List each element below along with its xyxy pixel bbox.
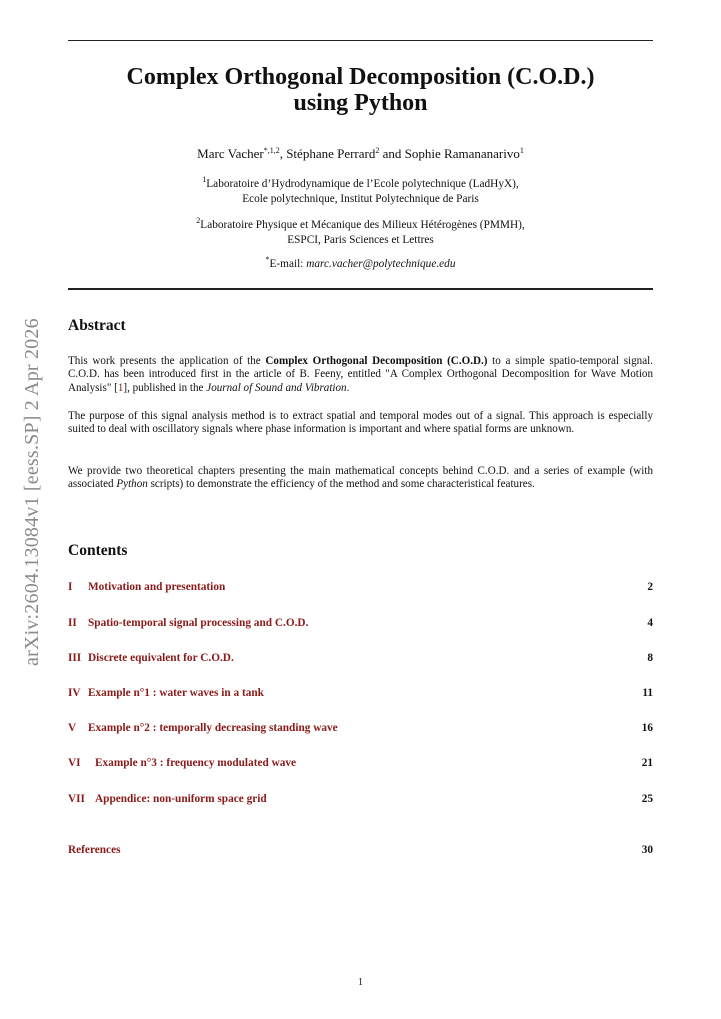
- toc-entry[interactable]: [68, 652, 653, 668]
- journal-name: Journal of Sound and Vibration: [206, 381, 347, 394]
- toc-page[interactable]: 4: [647, 617, 653, 629]
- affil-mark: 1: [202, 175, 207, 184]
- text-run: ], published in the: [123, 381, 207, 394]
- italic-term: Python: [116, 478, 148, 491]
- email-mark: *: [265, 255, 270, 264]
- toc-entry[interactable]: [68, 722, 653, 738]
- toc-page[interactable]: 11: [642, 687, 653, 699]
- email-address[interactable]: marc.vacher@polytechnique.edu: [306, 258, 456, 270]
- toc-title[interactable]: Example n°2 : temporally decreasing standing wave: [88, 722, 338, 734]
- toc-number: VII: [68, 793, 85, 805]
- author-name: Sophie Ramananarivo: [404, 146, 520, 161]
- toc-page[interactable]: 8: [647, 652, 653, 664]
- toc-title[interactable]: Example n°1 : water waves in a tank: [88, 687, 264, 699]
- page-number: 1: [358, 977, 363, 988]
- affil-line: ESPCI, Paris Sciences et Lettres: [287, 234, 434, 246]
- abstract-paragraph-1: [68, 355, 653, 395]
- toc-title[interactable]: Motivation and presentation: [88, 581, 226, 593]
- toc-number: II: [68, 617, 77, 629]
- text-run: We provide two theoretical chapters presenting the main mathematical concepts behind C.O.D. and a series of example (with associated: [68, 465, 653, 491]
- abstract-heading: Abstract: [68, 317, 126, 334]
- abstract-paragraph-3: [68, 465, 653, 492]
- text-run: to a simple spatio-temporal signal. C.O.D. has been introduced first in the article of B. Feeny, entitled "A Complex Orthogonal Decomposition for Wave Motion Analysis" [: [68, 355, 653, 394]
- bold-term: Complex Orthogonal Decomposition (C.O.D.): [265, 355, 488, 367]
- toc-page[interactable]: 25: [641, 793, 653, 805]
- toc-entry[interactable]: [68, 581, 653, 597]
- email-label: E-mail:: [269, 258, 307, 270]
- toc-page[interactable]: 16: [641, 722, 653, 734]
- affiliation-1: [68, 177, 653, 207]
- author-name: Stéphane Perrard: [286, 146, 376, 161]
- text-run: This work presents the application of the: [68, 355, 266, 367]
- toc-title[interactable]: Appendice: non-uniform space grid: [95, 793, 267, 805]
- toc-page[interactable]: 2: [647, 581, 653, 593]
- author-affil-mark: *,1,2: [263, 146, 280, 155]
- abstract-paragraph-2: The purpose of this signal analysis method is to extract spatial and temporal modes out of a signal. This approach is especially suited to deal with oscillatory signals where phase information is important and where spatial forms are unknown.: [68, 410, 653, 436]
- toc-page[interactable]: 30: [641, 844, 653, 856]
- toc-number: III: [68, 652, 82, 664]
- author-separator: ,: [279, 146, 287, 161]
- toc-entry[interactable]: [68, 793, 653, 809]
- title-line-1: Complex Orthogonal Decomposition (C.O.D.): [126, 64, 595, 90]
- toc-title[interactable]: Discrete equivalent for C.O.D.: [88, 652, 234, 664]
- top-rule: [68, 40, 653, 41]
- text-run: scripts) to demonstrate the efficiency of the method and some characteristical features.: [147, 478, 535, 491]
- paper-title: [68, 64, 653, 116]
- toc-title[interactable]: Example n°3 : frequency modulated wave: [95, 757, 297, 769]
- author-list: [68, 146, 653, 162]
- toc-number: V: [68, 722, 77, 734]
- author-separator: and: [379, 146, 405, 161]
- toc-entry[interactable]: [68, 687, 653, 703]
- header-rule: [68, 288, 653, 290]
- author-affil-mark: 2: [375, 146, 380, 155]
- toc-title[interactable]: Spatio-temporal signal processing and C.O.D.: [88, 617, 309, 629]
- contact-email-line: [68, 257, 653, 272]
- toc-number: VI: [68, 757, 81, 769]
- citation-link[interactable]: 1: [117, 381, 124, 394]
- toc-entry[interactable]: [68, 757, 653, 773]
- toc-page[interactable]: 21: [641, 757, 653, 769]
- arxiv-stamp: [21, 296, 47, 666]
- toc-entry[interactable]: [68, 617, 653, 633]
- affil-line: Laboratoire d’Hydrodynamique de l’Ecole polytechnique (LadHyX),: [206, 178, 519, 190]
- affil-mark: 2: [196, 216, 201, 225]
- author-name: Marc Vacher: [197, 146, 264, 161]
- text-run: .: [346, 381, 350, 394]
- affil-line: Ecole polytechnique, Institut Polytechnique de Paris: [242, 193, 479, 205]
- arxiv-stamp-text: arXiv:2604.13084v1 [eess.SP] 2 Apr 2026: [21, 318, 43, 666]
- toc-references[interactable]: [68, 844, 653, 860]
- toc-number: IV: [68, 687, 81, 699]
- affiliation-2: [68, 218, 653, 248]
- affil-line: Laboratoire Physique et Mécanique des Milieux Hétérogènes (PMMH),: [200, 219, 525, 231]
- author-affil-mark: 1: [519, 146, 524, 155]
- title-line-2: using Python: [293, 90, 428, 116]
- toc-number: I: [68, 581, 73, 593]
- contents-heading: Contents: [68, 542, 128, 559]
- toc-title[interactable]: References: [68, 844, 121, 856]
